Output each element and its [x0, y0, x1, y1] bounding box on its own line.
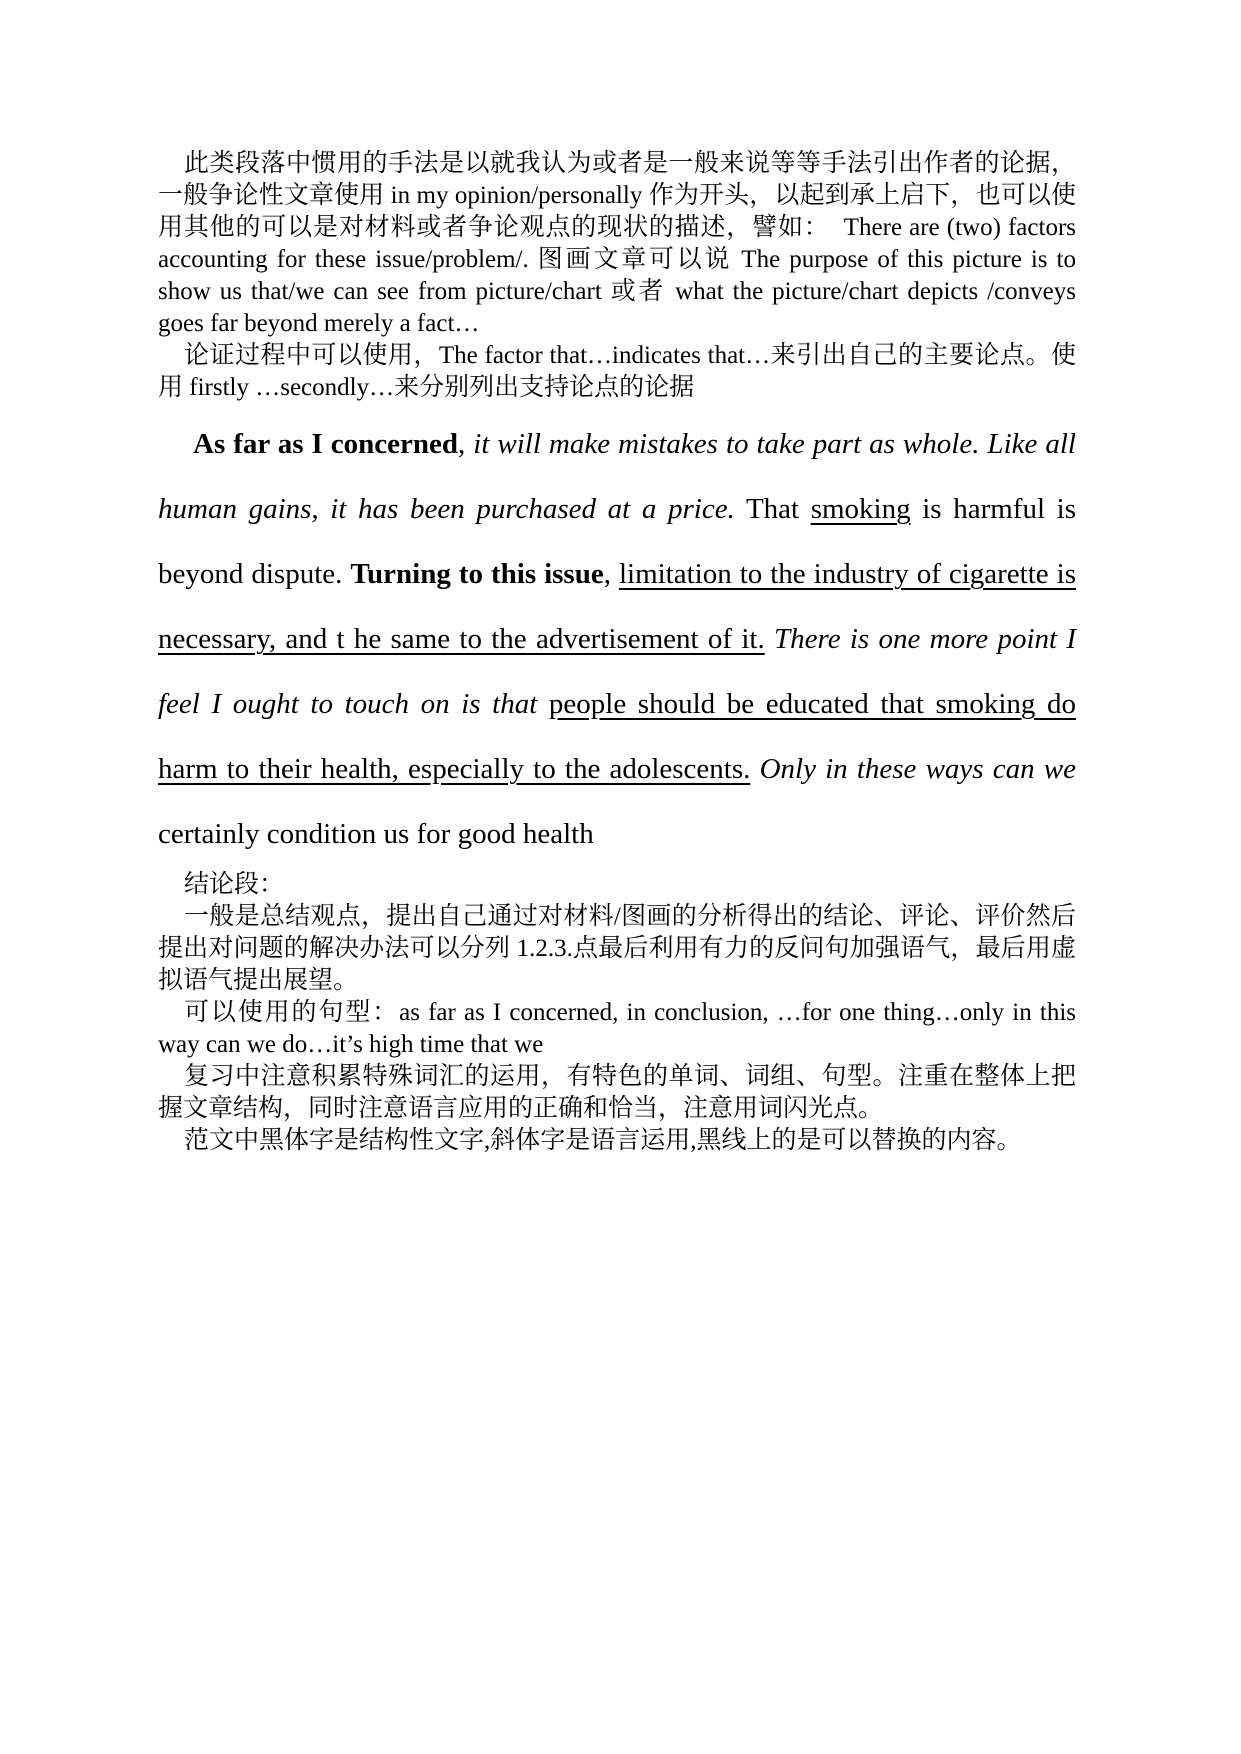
essay-run-underline: people should be educated that smoking do harm to their health, especially to the adolescents. [158, 688, 1076, 785]
essay-run-italic: There is one more point I feel I ought to touch on is that [158, 623, 1077, 720]
essay-run-bold: As far as I concerned [193, 428, 459, 460]
conclusion-paragraph-3: 复习中注意积累特殊词汇的运用，有特色的单词、词组、句型。注重在整体上把握文章结构，同时注意语言应用的正确和恰当，注意用词闪光点。 [158, 1063, 1076, 1122]
conclusion-paragraph-1: 一般是总结观点，提出自己通过对材料/图画的分析得出的结论、评论、评价然后提出对问题的解决办法可以分列 1.2.3.点最后利用有力的反问句加强语气，最后用虚拟语气提出展望。 [158, 903, 1076, 994]
essay-paragraph [158, 412, 1076, 867]
intro-paragraph-2: 论证过程中可以使用，The factor that…indicates that…来引出自己的主要论点。使用 firstly …secondly…来分别列出支持论点的论据 [158, 342, 1076, 401]
essay-run-normal: is harmful is beyond dispute. [158, 493, 1076, 590]
essay-run-normal: certainly condition us for good health [158, 818, 594, 850]
conclusion-heading: 结论段： [184, 871, 285, 898]
essay-run-italic: Only in these ways can we [750, 753, 1076, 785]
essay-run-normal: , [458, 428, 474, 460]
conclusion-paragraph-4: 范文中黑体字是结构性文字,斜体字是语言运用,黑线上的是可以替换的内容。 [184, 1127, 1022, 1154]
essay-run-bold: Turning to this issue [350, 558, 604, 590]
essay-run-underline: smoking [810, 493, 911, 525]
document-content [158, 148, 1076, 1157]
essay-run-normal: , [603, 558, 619, 590]
conclusion-paragraph-2: 可以使用的句型：as far as I concerned, in conclusion, …for one thing…only in this way can we do…it’s high time that we [158, 999, 1076, 1058]
essay-run-italic: it will make mistakes to take part as whole. Like all human gains, it has been purchased at a price. [158, 428, 1076, 525]
intro-paragraph-1: 此类段落中惯用的手法是以就我认为或者是一般来说等等手法引出作者的论据，一般争论性文章使用 in my opinion/personally 作为开头，以起到承上启下，也可以使用其他的可以是对材料或者争论观点的现状的描述，譬如： There are (two) factors accounting for these issue/problem/. 图画文章可以说 The purpose of this picture is to show us that/we can see from picture/chart 或者 what the picture/chart depicts /conveys goes far beyond merely a fact… [158, 150, 1076, 337]
essay-run-underline: limitation to the industry of cigarette is necessary, and t he same to the advertisement of it. [158, 558, 1076, 655]
essay-run-normal: That [734, 493, 811, 525]
